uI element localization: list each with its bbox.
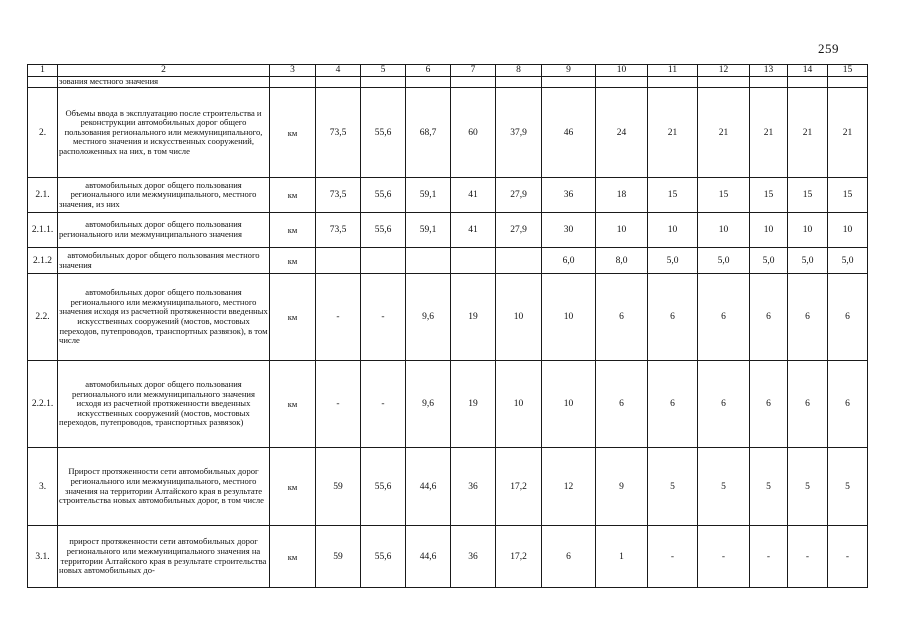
indicator-description-cell: автомобильных дорог общего пользования регионального или межмуниципального, местного значения исходя из расчетной протяженности введенных искусственных сооружений (мостов, мостовых переходов, путепроводов, транспортных развязок), в том числе bbox=[58, 274, 270, 361]
value-cell: 73,5 bbox=[316, 88, 361, 178]
value-cell: 41 bbox=[451, 213, 496, 248]
value-cell: 15 bbox=[828, 178, 868, 213]
value-cell: 21 bbox=[648, 88, 698, 178]
value-cell: 10 bbox=[750, 213, 788, 248]
value-cell: 36 bbox=[451, 448, 496, 526]
value-cell bbox=[451, 248, 496, 274]
value-cell: 59,1 bbox=[406, 213, 451, 248]
value-cell bbox=[542, 77, 596, 88]
column-number: 4 bbox=[316, 65, 361, 77]
row-number-cell bbox=[28, 77, 58, 88]
value-cell: 5 bbox=[750, 448, 788, 526]
unit-cell: км bbox=[270, 448, 316, 526]
value-cell: 5 bbox=[828, 448, 868, 526]
value-cell: 55,6 bbox=[361, 213, 406, 248]
value-cell: 10 bbox=[828, 213, 868, 248]
table-row bbox=[28, 448, 868, 526]
value-cell: 15 bbox=[788, 178, 828, 213]
value-cell: 6 bbox=[698, 274, 750, 361]
indicator-description-cell: автомобильных дорог общего пользования местного значения bbox=[58, 248, 270, 274]
value-cell: 6 bbox=[542, 526, 596, 588]
value-cell: 6 bbox=[828, 361, 868, 448]
value-cell: 41 bbox=[451, 178, 496, 213]
value-cell bbox=[648, 77, 698, 88]
value-cell: 15 bbox=[698, 178, 750, 213]
column-number: 3 bbox=[270, 65, 316, 77]
column-number: 5 bbox=[361, 65, 406, 77]
value-cell: 6 bbox=[828, 274, 868, 361]
value-cell bbox=[406, 248, 451, 274]
indicator-description-cell: Объемы ввода в эксплуатацию после строительства и реконструкции автомобильных дорог общего пользования регионального или межмуниципального, местного значения и искусственных сооружений, расположенных на них, в том числе bbox=[58, 88, 270, 178]
value-cell: 55,6 bbox=[361, 526, 406, 588]
unit-cell bbox=[270, 77, 316, 88]
value-cell bbox=[361, 248, 406, 274]
value-cell: 17,2 bbox=[496, 448, 542, 526]
indicator-description-cell: прирост протяженности сети автомобильных дорог регионального или межмуниципального значения на территории Алтайского края в результате строительства новых автомобильных до- bbox=[58, 526, 270, 588]
table-row bbox=[28, 77, 868, 88]
value-cell: 6 bbox=[788, 361, 828, 448]
value-cell bbox=[361, 77, 406, 88]
value-cell: 5,0 bbox=[788, 248, 828, 274]
unit-cell: км bbox=[270, 248, 316, 274]
row-number-cell: 2.1.1. bbox=[28, 213, 58, 248]
value-cell: - bbox=[788, 526, 828, 588]
value-cell: 10 bbox=[496, 274, 542, 361]
value-cell: 6,0 bbox=[542, 248, 596, 274]
value-cell: 21 bbox=[698, 88, 750, 178]
column-number: 14 bbox=[788, 65, 828, 77]
column-number-row bbox=[28, 65, 868, 77]
value-cell: - bbox=[361, 274, 406, 361]
value-cell: 27,9 bbox=[496, 213, 542, 248]
value-cell: - bbox=[750, 526, 788, 588]
column-number: 11 bbox=[648, 65, 698, 77]
road-indicators-table bbox=[27, 64, 868, 588]
value-cell: 60 bbox=[451, 88, 496, 178]
value-cell: 46 bbox=[542, 88, 596, 178]
value-cell: 59 bbox=[316, 448, 361, 526]
value-cell: 44,6 bbox=[406, 526, 451, 588]
value-cell bbox=[451, 77, 496, 88]
value-cell: 18 bbox=[596, 178, 648, 213]
indicator-description-cell: автомобильных дорог общего пользования регионального или межмуниципального значения bbox=[58, 213, 270, 248]
value-cell bbox=[406, 77, 451, 88]
unit-cell: км bbox=[270, 526, 316, 588]
value-cell: 10 bbox=[542, 361, 596, 448]
value-cell: 19 bbox=[451, 361, 496, 448]
column-number: 9 bbox=[542, 65, 596, 77]
value-cell: 44,6 bbox=[406, 448, 451, 526]
column-number: 15 bbox=[828, 65, 868, 77]
row-number-cell: 2.1. bbox=[28, 178, 58, 213]
value-cell: 10 bbox=[596, 213, 648, 248]
value-cell: 6 bbox=[648, 274, 698, 361]
value-cell: - bbox=[316, 274, 361, 361]
value-cell bbox=[750, 77, 788, 88]
value-cell: 10 bbox=[542, 274, 596, 361]
value-cell: - bbox=[698, 526, 750, 588]
column-number: 2 bbox=[58, 65, 270, 77]
column-number: 1 bbox=[28, 65, 58, 77]
value-cell: 12 bbox=[542, 448, 596, 526]
value-cell: 36 bbox=[542, 178, 596, 213]
value-cell: 10 bbox=[496, 361, 542, 448]
value-cell: 5 bbox=[648, 448, 698, 526]
value-cell: 24 bbox=[596, 88, 648, 178]
value-cell: 6 bbox=[698, 361, 750, 448]
row-number-cell: 2. bbox=[28, 88, 58, 178]
row-number-cell: 3.1. bbox=[28, 526, 58, 588]
value-cell: - bbox=[316, 361, 361, 448]
value-cell: 6 bbox=[596, 274, 648, 361]
value-cell: 8,0 bbox=[596, 248, 648, 274]
unit-cell: км bbox=[270, 361, 316, 448]
value-cell: - bbox=[828, 526, 868, 588]
value-cell: 15 bbox=[750, 178, 788, 213]
value-cell: 10 bbox=[698, 213, 750, 248]
value-cell: - bbox=[648, 526, 698, 588]
value-cell: 6 bbox=[750, 361, 788, 448]
indicator-description-cell: автомобильных дорог общего пользования регионального или межмуниципального, местного значения, из них bbox=[58, 178, 270, 213]
value-cell: 21 bbox=[828, 88, 868, 178]
indicator-description-cell: Прирост протяженности сети автомобильных дорог регионального или межмуниципального, местного значения на территории Алтайского края в результате строительства новых автомобильных дорог, в том числе bbox=[58, 448, 270, 526]
value-cell bbox=[596, 77, 648, 88]
value-cell: 55,6 bbox=[361, 88, 406, 178]
value-cell: 17,2 bbox=[496, 526, 542, 588]
value-cell: 5,0 bbox=[648, 248, 698, 274]
value-cell bbox=[316, 77, 361, 88]
unit-cell: км bbox=[270, 178, 316, 213]
indicator-description-cell: автомобильных дорог общего пользования регионального или межмуниципального значения исходя из расчетной протяженности введенных искусственных сооружений (мостов, мостовых переходов, путепроводов, транспортных развязок) bbox=[58, 361, 270, 448]
value-cell bbox=[316, 248, 361, 274]
value-cell: 1 bbox=[596, 526, 648, 588]
value-cell: 59,1 bbox=[406, 178, 451, 213]
table-row bbox=[28, 213, 868, 248]
value-cell: 6 bbox=[788, 274, 828, 361]
table-row bbox=[28, 88, 868, 178]
value-cell: 15 bbox=[648, 178, 698, 213]
unit-cell: км bbox=[270, 274, 316, 361]
value-cell: 6 bbox=[648, 361, 698, 448]
table-row bbox=[28, 248, 868, 274]
value-cell: 6 bbox=[750, 274, 788, 361]
value-cell: 73,5 bbox=[316, 178, 361, 213]
row-number-cell: 2.1.2 bbox=[28, 248, 58, 274]
value-cell: 37,9 bbox=[496, 88, 542, 178]
table-row bbox=[28, 274, 868, 361]
column-number: 8 bbox=[496, 65, 542, 77]
column-number: 12 bbox=[698, 65, 750, 77]
row-number-cell: 2.2.1. bbox=[28, 361, 58, 448]
value-cell bbox=[496, 77, 542, 88]
row-number-cell: 3. bbox=[28, 448, 58, 526]
value-cell: 5,0 bbox=[698, 248, 750, 274]
page-number: 259 bbox=[818, 41, 839, 56]
column-number: 6 bbox=[406, 65, 451, 77]
value-cell: 21 bbox=[788, 88, 828, 178]
column-number: 13 bbox=[750, 65, 788, 77]
value-cell: 55,6 bbox=[361, 448, 406, 526]
value-cell: 5,0 bbox=[828, 248, 868, 274]
value-cell: 9,6 bbox=[406, 274, 451, 361]
value-cell: 5 bbox=[698, 448, 750, 526]
unit-cell: км bbox=[270, 88, 316, 178]
indicator-description-cell: зования местного значения bbox=[58, 77, 270, 88]
value-cell: 55,6 bbox=[361, 178, 406, 213]
table-row bbox=[28, 361, 868, 448]
value-cell bbox=[698, 77, 750, 88]
column-number: 10 bbox=[596, 65, 648, 77]
unit-cell: км bbox=[270, 213, 316, 248]
value-cell bbox=[496, 248, 542, 274]
table-row bbox=[28, 526, 868, 588]
value-cell: 9 bbox=[596, 448, 648, 526]
column-number: 7 bbox=[451, 65, 496, 77]
value-cell: 27,9 bbox=[496, 178, 542, 213]
value-cell: 30 bbox=[542, 213, 596, 248]
value-cell: 5,0 bbox=[750, 248, 788, 274]
value-cell: 9,6 bbox=[406, 361, 451, 448]
value-cell: 10 bbox=[648, 213, 698, 248]
value-cell: 59 bbox=[316, 526, 361, 588]
value-cell: - bbox=[361, 361, 406, 448]
value-cell: 68,7 bbox=[406, 88, 451, 178]
value-cell: 21 bbox=[750, 88, 788, 178]
value-cell: 10 bbox=[788, 213, 828, 248]
value-cell bbox=[788, 77, 828, 88]
value-cell: 19 bbox=[451, 274, 496, 361]
value-cell: 5 bbox=[788, 448, 828, 526]
row-number-cell: 2.2. bbox=[28, 274, 58, 361]
value-cell: 36 bbox=[451, 526, 496, 588]
value-cell: 73,5 bbox=[316, 213, 361, 248]
table-row bbox=[28, 178, 868, 213]
value-cell: 6 bbox=[596, 361, 648, 448]
value-cell bbox=[828, 77, 868, 88]
